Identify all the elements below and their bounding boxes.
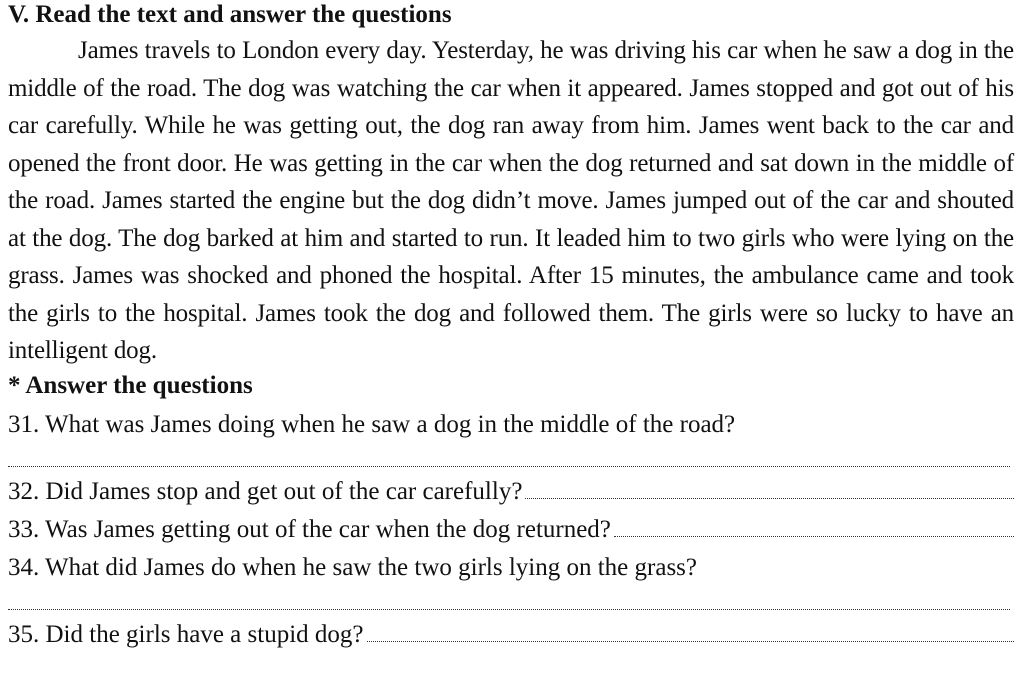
question-35-answer-line[interactable]: [367, 621, 1015, 642]
question-31-text: 31. What was James doing when he saw a dog in the middle of the road?: [8, 410, 736, 438]
question-33-text: 33. Was James getting out of the car when the dog returned?: [8, 515, 611, 543]
question-32: [8, 475, 1014, 509]
question-34-text: 34. What did James do when he saw the two girls lying on the grass?: [8, 553, 698, 581]
answer-questions-subheading: * Answer the questions: [8, 371, 253, 399]
question-34: [8, 551, 1014, 610]
question-32-answer-line[interactable]: [525, 478, 1014, 499]
question-35-text: 35. Did the girls have a stupid dog?: [8, 620, 364, 648]
question-35: [8, 618, 1014, 652]
section-heading: V. Read the text and answer the questions: [8, 1, 452, 28]
reading-passage: James travels to London every day. Yesterday, he was driving his car when he saw a dog in the middle of the road. The dog was watching the car when it appeared. James stopped and got out of his car carefully. While he was getting out, the dog ran away from him. James went back to the car and opened the front door. He was getting in the car when the dog returned and sat down in the middle of the road. James started the engine but the dog didn’t move. James jumped out of the car and shouted at the dog. The dog barked at him and started to run. It leaded him to two girls who were lying on the grass. James was shocked and phoned the hospital. After 15 minutes, the ambulance came and took the girls to the hospital. James took the dog and followed them. The girls were so lucky to have an intelligent dog.: [8, 37, 1014, 364]
question-33-answer-line[interactable]: [614, 516, 1014, 537]
question-33: [8, 513, 1014, 547]
question-31: [8, 408, 1014, 467]
question-32-text: 32. Did James stop and get out of the car carefully?: [8, 477, 523, 505]
question-31-answer-line[interactable]: [8, 442, 1010, 467]
question-34-answer-line[interactable]: [8, 585, 1010, 610]
